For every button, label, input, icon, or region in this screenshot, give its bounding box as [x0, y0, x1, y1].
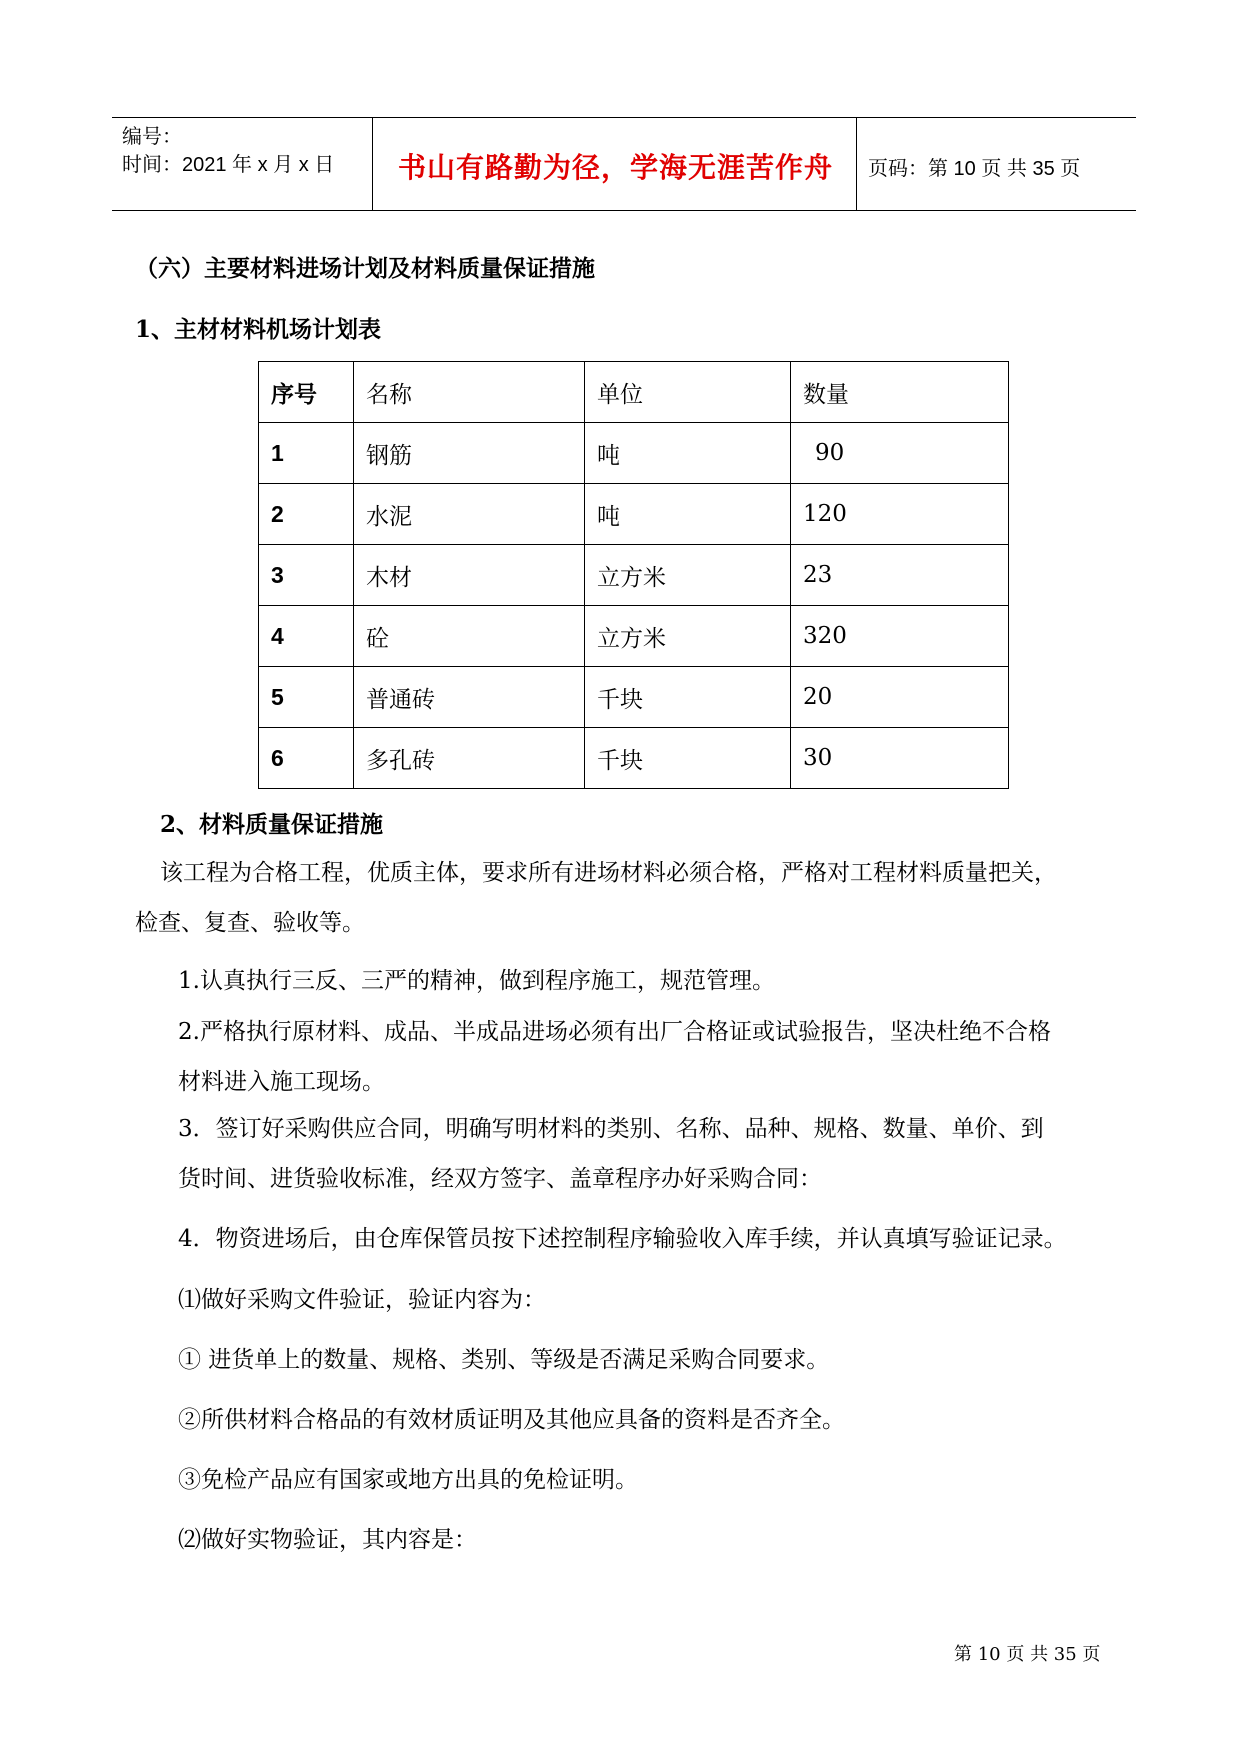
table-row — [259, 423, 1009, 484]
table-cell-name: 钢筋 — [354, 423, 585, 484]
table-cell-unit: 千块 — [585, 728, 791, 789]
table-cell-quantity: 23 — [791, 545, 1009, 606]
table-cell-index: 6 — [259, 728, 354, 789]
quality-item-3-line1: 3．签订好采购供应合同，明确写明材料的类别、名称、品种、规格、数量、单价、到 — [178, 1116, 1044, 1142]
quality-item-4: 4．物资进场后，由仓库保管员按下述控制程序输验收入库手续，并认真填写验证记录。 — [178, 1226, 1067, 1252]
quality-sub-1-a: ① 进货单上的数量、规格、类别、等级是否满足采购合同要求。 — [178, 1347, 830, 1373]
quality-title: 2、材料质量保证措施 — [160, 811, 384, 838]
quality-sub-1-b: ②所供材料合格品的有效材质证明及其他应具备的资料是否齐全。 — [178, 1407, 845, 1433]
header-top-rule — [112, 117, 1136, 118]
quality-sub-2: ⑵做好实物验证，其内容是： — [178, 1527, 477, 1553]
table-cell-index: 2 — [259, 484, 354, 545]
quality-item-2-line1: 2.严格执行原材料、成品、半成品进场必须有出厂合格证或试验报告，坚决杜绝不合格 — [178, 1019, 1051, 1045]
table-row — [259, 606, 1009, 667]
table-cell-index: 1 — [259, 423, 354, 484]
header-time-label: 时间：2021 年 x 月 x 日 — [122, 154, 335, 176]
header-divider-right — [856, 117, 857, 210]
table-cell-unit: 立方米 — [585, 545, 791, 606]
quality-sub-1: ⑴做好采购文件验证，验证内容为： — [178, 1287, 546, 1313]
footer-page-number: 第 10 页 共 35 页 — [954, 1644, 1101, 1665]
header-motto: 书山有路勤为径，学海无涯苦作舟 — [398, 151, 834, 184]
table-cell-unit: 立方米 — [585, 606, 791, 667]
column-header: 序号 — [259, 362, 354, 423]
header-page-label: 页码：第 10 页 共 35 页 — [868, 158, 1081, 180]
table-cell-index: 4 — [259, 606, 354, 667]
table-cell-quantity: 20 — [791, 667, 1009, 728]
quality-sub-1-c: ③免检产品应有国家或地方出具的免检证明。 — [178, 1467, 638, 1493]
quality-intro-line1: 该工程为合格工程，优质主体，要求所有进场材料必须合格，严格对工程材料质量把关， — [160, 860, 1057, 886]
table-cell-quantity: 30 — [791, 728, 1009, 789]
header-number-label: 编号： — [122, 126, 182, 148]
materials-table — [258, 361, 1009, 789]
table-cell-name: 多孔砖 — [354, 728, 585, 789]
quality-item-3-line2: 货时间、进货验收标准，经双方签字、盖章程序办好采购合同： — [178, 1166, 822, 1192]
table-cell-name: 普通砖 — [354, 667, 585, 728]
table-cell-index: 3 — [259, 545, 354, 606]
quality-item-2-line2: 材料进入施工现场。 — [178, 1069, 385, 1095]
table-cell-unit: 吨 — [585, 423, 791, 484]
quality-intro-line2: 检查、复查、验收等。 — [135, 910, 365, 936]
table-title: 1、主材材料机场计划表 — [135, 316, 382, 343]
column-header: 数量 — [791, 362, 1009, 423]
quality-item-1: 1.认真执行三反、三严的精神，做到程序施工，规范管理。 — [178, 968, 775, 994]
table-cell-name: 木材 — [354, 545, 585, 606]
column-header: 单位 — [585, 362, 791, 423]
table-row — [259, 728, 1009, 789]
column-header: 名称 — [354, 362, 585, 423]
table-cell-quantity: 120 — [791, 484, 1009, 545]
section-title: （六）主要材料进场计划及材料质量保证措施 — [135, 255, 595, 282]
table-cell-index: 5 — [259, 667, 354, 728]
table-header-row — [259, 362, 1009, 423]
table-row — [259, 667, 1009, 728]
table-cell-name: 砼 — [354, 606, 585, 667]
header-bottom-rule — [112, 210, 1136, 211]
table-cell-name: 水泥 — [354, 484, 585, 545]
table-cell-quantity: 90 — [791, 423, 1009, 484]
header-divider-left — [372, 117, 373, 210]
table-cell-unit: 千块 — [585, 667, 791, 728]
table-row — [259, 545, 1009, 606]
table-cell-unit: 吨 — [585, 484, 791, 545]
table-cell-quantity: 320 — [791, 606, 1009, 667]
table-row — [259, 484, 1009, 545]
